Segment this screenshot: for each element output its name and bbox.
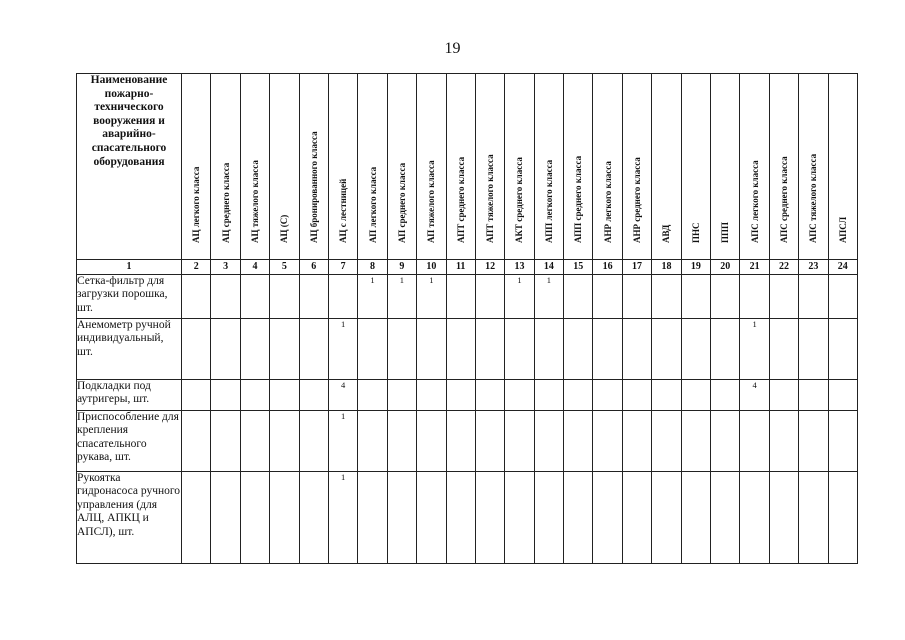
column-header-15 bbox=[564, 74, 593, 260]
table-cell bbox=[534, 411, 563, 472]
column-header-5 bbox=[270, 74, 299, 260]
table-row bbox=[77, 380, 858, 411]
column-number: 23 bbox=[799, 260, 828, 275]
column-header-label: АЦ легкого класса bbox=[191, 166, 202, 243]
table-cell bbox=[799, 319, 828, 380]
table-cell bbox=[505, 319, 534, 380]
table-cell: 1 bbox=[387, 275, 416, 319]
column-header-21 bbox=[740, 74, 769, 260]
table-cell bbox=[534, 472, 563, 564]
column-header-19 bbox=[681, 74, 710, 260]
table-cell bbox=[211, 411, 240, 472]
column-header-label: АПС среднего класса bbox=[779, 156, 789, 243]
table-cell bbox=[534, 380, 563, 411]
column-number: 11 bbox=[446, 260, 475, 275]
table-cell bbox=[299, 275, 328, 319]
table-cell bbox=[417, 380, 446, 411]
table-cell bbox=[622, 319, 651, 380]
table-cell bbox=[240, 411, 269, 472]
table-cell bbox=[799, 411, 828, 472]
column-header-label: АПП легкого класса bbox=[543, 159, 554, 243]
table-cell bbox=[564, 275, 593, 319]
column-number: 17 bbox=[622, 260, 651, 275]
column-header-24 bbox=[828, 74, 857, 260]
table-cell bbox=[475, 472, 504, 564]
table-cell bbox=[828, 319, 857, 380]
column-number: 15 bbox=[564, 260, 593, 275]
column-header-label: АПС тяжелого класса bbox=[808, 153, 819, 243]
table-row bbox=[77, 275, 858, 319]
column-header-9 bbox=[387, 74, 416, 260]
column-number: 1 bbox=[77, 260, 182, 275]
column-number: 14 bbox=[534, 260, 563, 275]
table-cell bbox=[446, 380, 475, 411]
table-row bbox=[77, 411, 858, 472]
column-header-label: ППП bbox=[720, 221, 731, 243]
table-cell bbox=[769, 275, 798, 319]
table-cell bbox=[240, 319, 269, 380]
column-header-label: АП тяжелого класса bbox=[426, 160, 437, 243]
table-cell: 4 bbox=[740, 380, 769, 411]
table-cell bbox=[652, 275, 681, 319]
table-cell bbox=[711, 411, 740, 472]
table-cell bbox=[446, 319, 475, 380]
column-number: 18 bbox=[652, 260, 681, 275]
column-number: 3 bbox=[211, 260, 240, 275]
column-header-6 bbox=[299, 74, 328, 260]
table-cell: 1 bbox=[505, 275, 534, 319]
table-cell bbox=[769, 472, 798, 564]
column-header-13 bbox=[505, 74, 534, 260]
row-label: Сетка-фильтр для загрузки порошка, шт. bbox=[77, 275, 182, 319]
table-cell bbox=[622, 380, 651, 411]
column-header-22 bbox=[769, 74, 798, 260]
table-cell bbox=[593, 319, 622, 380]
table-cell bbox=[182, 319, 211, 380]
table-cell bbox=[475, 380, 504, 411]
table-cell: 1 bbox=[328, 319, 357, 380]
table-cell bbox=[358, 319, 387, 380]
name-column-header: Наименование пожарно-технического вооружения и аварийно-спасательного оборудования bbox=[77, 74, 182, 260]
table-cell bbox=[299, 319, 328, 380]
column-header-label: АЦ (С) bbox=[279, 214, 290, 243]
column-number: 13 bbox=[505, 260, 534, 275]
table-cell bbox=[475, 411, 504, 472]
table-cell bbox=[799, 472, 828, 564]
column-header-16 bbox=[593, 74, 622, 260]
column-header-20 bbox=[711, 74, 740, 260]
table-cell bbox=[270, 380, 299, 411]
table-cell: 1 bbox=[534, 275, 563, 319]
table-cell bbox=[740, 411, 769, 472]
table-cell bbox=[799, 380, 828, 411]
column-header-label: АПС легкого класса bbox=[749, 160, 760, 243]
table-cell bbox=[681, 472, 710, 564]
column-header-11 bbox=[446, 74, 475, 260]
table-cell bbox=[711, 380, 740, 411]
column-header-label: АНР среднего класса bbox=[632, 157, 643, 243]
table-cell bbox=[593, 275, 622, 319]
table-cell bbox=[182, 411, 211, 472]
table-row bbox=[77, 472, 858, 564]
column-header-12 bbox=[475, 74, 504, 260]
column-number: 4 bbox=[240, 260, 269, 275]
table-cell bbox=[711, 319, 740, 380]
table-cell bbox=[270, 275, 299, 319]
table-cell bbox=[240, 380, 269, 411]
table-cell bbox=[475, 275, 504, 319]
column-header-label: АЦ бронированного класса bbox=[308, 131, 319, 243]
table-cell bbox=[211, 275, 240, 319]
column-header-8 bbox=[358, 74, 387, 260]
column-header-3 bbox=[211, 74, 240, 260]
column-number: 20 bbox=[711, 260, 740, 275]
table-cell bbox=[446, 275, 475, 319]
column-header-label: АПСЛ bbox=[837, 216, 848, 243]
table-cell bbox=[387, 472, 416, 564]
table-cell bbox=[446, 411, 475, 472]
table-cell bbox=[622, 472, 651, 564]
column-header-label: АВД bbox=[661, 224, 672, 243]
table-cell bbox=[828, 275, 857, 319]
table-cell bbox=[593, 411, 622, 472]
column-header-label: АПП среднего класса bbox=[573, 155, 584, 243]
table-cell bbox=[564, 380, 593, 411]
table-cell bbox=[769, 411, 798, 472]
table-cell bbox=[505, 411, 534, 472]
table-cell: 4 bbox=[328, 380, 357, 411]
header-row bbox=[77, 74, 858, 260]
table-cell bbox=[358, 380, 387, 411]
column-number: 22 bbox=[769, 260, 798, 275]
table-cell bbox=[505, 380, 534, 411]
column-header-2 bbox=[182, 74, 211, 260]
column-header-18 bbox=[652, 74, 681, 260]
column-number: 7 bbox=[328, 260, 357, 275]
column-number: 21 bbox=[740, 260, 769, 275]
row-label: Рукоятка гидронасоса ручного управления (для АЛЦ, АПКЦ и АПСЛ), шт. bbox=[77, 472, 182, 564]
table-cell bbox=[417, 411, 446, 472]
row-label: Подкладки под аутригеры, шт. bbox=[77, 380, 182, 411]
table-body bbox=[77, 275, 858, 564]
column-number: 16 bbox=[593, 260, 622, 275]
column-number: 12 bbox=[475, 260, 504, 275]
table-cell bbox=[387, 319, 416, 380]
column-header-label: АКТ среднего класса bbox=[514, 157, 525, 243]
table-cell bbox=[417, 319, 446, 380]
table-cell bbox=[211, 472, 240, 564]
column-header-14 bbox=[534, 74, 563, 260]
table-cell: 1 bbox=[358, 275, 387, 319]
table-cell bbox=[622, 275, 651, 319]
table-cell bbox=[534, 319, 563, 380]
table-cell bbox=[652, 380, 681, 411]
table-cell bbox=[211, 380, 240, 411]
column-header-label: АНР легкого класса bbox=[602, 161, 613, 243]
table-cell bbox=[681, 380, 710, 411]
column-header-label: АЦ среднего класса bbox=[220, 162, 231, 243]
column-header-10 bbox=[417, 74, 446, 260]
table-cell bbox=[799, 275, 828, 319]
table-cell bbox=[652, 411, 681, 472]
table-cell bbox=[622, 411, 651, 472]
table-cell bbox=[828, 472, 857, 564]
table-cell bbox=[240, 275, 269, 319]
table-cell bbox=[828, 411, 857, 472]
table-cell bbox=[299, 411, 328, 472]
column-number: 8 bbox=[358, 260, 387, 275]
table-cell bbox=[270, 411, 299, 472]
table-cell bbox=[740, 472, 769, 564]
column-header-label: ПНС bbox=[690, 222, 701, 243]
table-cell bbox=[505, 472, 534, 564]
table-cell bbox=[711, 275, 740, 319]
column-number: 2 bbox=[182, 260, 211, 275]
row-label: Анемометр ручной индивидуальный, шт. bbox=[77, 319, 182, 380]
column-header-label: АПТ среднего класса bbox=[455, 156, 466, 243]
table-cell bbox=[652, 319, 681, 380]
table-cell bbox=[358, 411, 387, 472]
column-header-label: АПТ тяжелого класса bbox=[485, 154, 496, 243]
table-cell bbox=[652, 472, 681, 564]
table-cell bbox=[828, 380, 857, 411]
table-cell bbox=[358, 472, 387, 564]
table-cell bbox=[328, 275, 357, 319]
column-number-row bbox=[77, 260, 858, 275]
column-header-label: АП легкого класса bbox=[367, 166, 378, 243]
table-cell: 1 bbox=[740, 319, 769, 380]
page-number: 19 bbox=[444, 40, 461, 57]
column-number: 9 bbox=[387, 260, 416, 275]
table-cell bbox=[681, 275, 710, 319]
table-cell bbox=[769, 319, 798, 380]
table-cell bbox=[387, 411, 416, 472]
table-row bbox=[77, 319, 858, 380]
column-header-7 bbox=[328, 74, 357, 260]
table-cell: 1 bbox=[328, 411, 357, 472]
table-cell bbox=[769, 380, 798, 411]
table-cell bbox=[182, 275, 211, 319]
table-cell bbox=[211, 319, 240, 380]
equipment-table bbox=[76, 73, 858, 564]
column-number: 10 bbox=[417, 260, 446, 275]
table-cell bbox=[387, 380, 416, 411]
table-cell bbox=[182, 472, 211, 564]
table-cell bbox=[564, 411, 593, 472]
table-cell bbox=[681, 411, 710, 472]
table-cell bbox=[270, 472, 299, 564]
table-cell bbox=[593, 380, 622, 411]
column-header-label: АЦ тяжелого класса bbox=[249, 160, 260, 243]
table-cell bbox=[564, 472, 593, 564]
column-number: 5 bbox=[270, 260, 299, 275]
table-cell bbox=[299, 380, 328, 411]
table-cell bbox=[299, 472, 328, 564]
column-number: 6 bbox=[299, 260, 328, 275]
table-cell bbox=[446, 472, 475, 564]
table-cell bbox=[240, 472, 269, 564]
column-header-label: АП среднего класса bbox=[396, 162, 407, 243]
row-label: Приспособление для крепления спасательного рукава, шт. bbox=[77, 411, 182, 472]
table-cell bbox=[417, 472, 446, 564]
column-header-17 bbox=[622, 74, 651, 260]
table-cell bbox=[270, 319, 299, 380]
column-number: 19 bbox=[681, 260, 710, 275]
table-cell bbox=[593, 472, 622, 564]
column-number: 24 bbox=[828, 260, 857, 275]
table-cell bbox=[740, 275, 769, 319]
column-header-4 bbox=[240, 74, 269, 260]
table-cell bbox=[182, 380, 211, 411]
table-cell bbox=[711, 472, 740, 564]
table-cell: 1 bbox=[417, 275, 446, 319]
column-header-label: АЦ с лестницей bbox=[338, 178, 349, 243]
table-cell: 1 bbox=[328, 472, 357, 564]
table-cell bbox=[564, 319, 593, 380]
table-cell bbox=[681, 319, 710, 380]
table-cell bbox=[475, 319, 504, 380]
column-header-23 bbox=[799, 74, 828, 260]
